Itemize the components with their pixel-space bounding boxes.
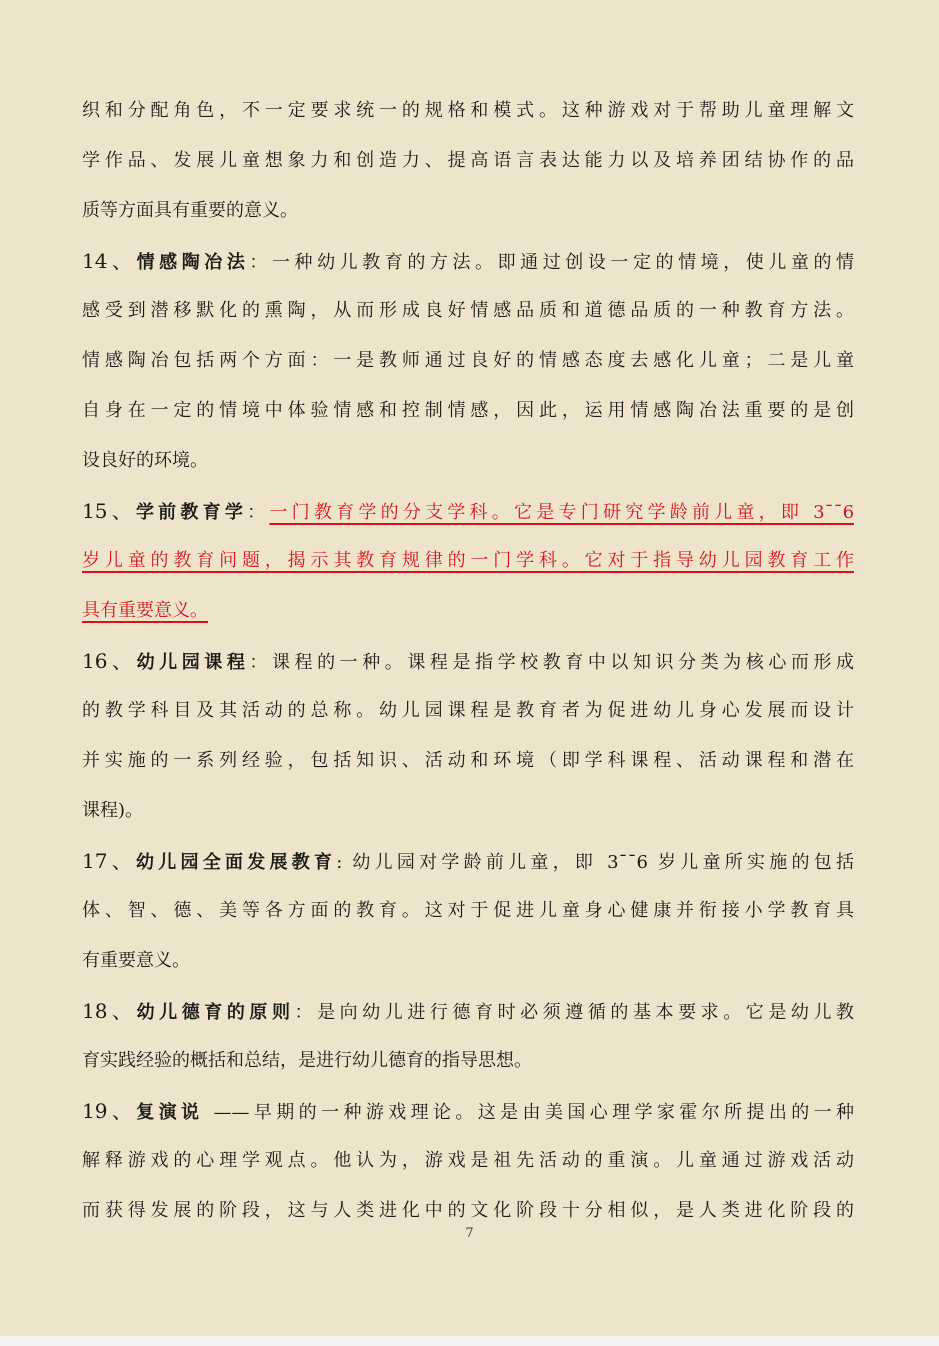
term-number: 14、 [82,249,137,273]
highlighted-text: 具有重要意义。 [82,600,208,621]
highlighted-text: 岁儿童的教育问题，揭示其教育规律的一门学科。它对于指导幼儿园教育工作 [82,550,854,571]
text-line: 育实践经验的概括和总结，是进行幼儿德育的指导思想。 [82,1050,532,1071]
text-line: 的教学科目及其活动的总称。幼儿园课程是教育者为促进幼儿身心发展而设计 [82,700,854,721]
term-number: 16、 [82,649,137,673]
term-18-heading-line [82,986,854,1036]
term-14-heading-line [82,236,854,286]
text-line: 学作品、发展儿童想象力和创造力、提高语言表达能力以及培养团结协作的品 [82,150,854,171]
text-line: 体、智、德、美等各方面的教育。这对于促进儿童身心健康并衔接小学教育具 [82,900,854,921]
term-name: 幼儿园课程 [136,652,250,673]
term-colon: ： [247,502,270,523]
text-line: 设良好的环境。 [82,450,208,471]
term-colon: ： [249,652,272,673]
text-line: 而获得发展的阶段，这与人类进化中的文化阶段十分相似，是人类进化阶段的 [82,1200,854,1221]
term-colon: ： [294,1002,318,1023]
page-content [82,86,854,1236]
term-definition: 一种幼儿教育的方法。即通过创设一定的情境，使儿童的情 [271,252,854,273]
text-line: 课程)。 [82,800,144,821]
highlighted-line [82,586,854,636]
term-19-heading-line [82,1086,854,1136]
highlighted-definition: 一门教育学的分支学科。它是专门研究学龄前儿童，即 3¯¯6 [269,502,854,523]
term-name: 复演说 [136,1102,204,1123]
term-definition: 是向幼儿进行德育时必须遵循的基本要求。它是幼儿教 [317,1002,854,1023]
term-16-heading-line [82,636,854,686]
term-15-heading-line [82,486,854,536]
text-line: 质等方面具有重要的意义。 [82,200,298,221]
term-name: 学前教育学 [135,502,248,523]
text-line: 情感陶冶包括两个方面：一是教师通过良好的情感态度去感化儿童；二是儿童 [82,350,854,371]
page-number: 7 [465,1226,474,1241]
term-17-heading-line [82,836,854,886]
term-colon: : [336,852,343,873]
term-number: 15、 [82,499,136,523]
text-line: 并实施的一系列经验，包括知识、活动和环境（即学科课程、活动课程和潜在 [82,750,854,771]
term-number: 19、 [82,1099,137,1123]
text-line: 自身在一定的情境中体验情感和控制情感，因此，运用情感陶冶法重要的是创 [82,400,854,421]
term-name: 幼儿德育的原则 [136,1002,295,1023]
text-line: 织和分配角色，不一定要求统一的规格和模式。这种游戏对于帮助儿童理解文 [82,100,854,121]
highlighted-line [82,536,854,586]
term-definition: 课程的一种。课程是指学校教育中以知识分类为核心而形成 [271,652,854,673]
term-number: 18、 [82,999,137,1023]
term-definition: ——早期的一种游戏理论。这是由美国心理学家霍尔所提出的一种 [203,1102,854,1123]
text-line: 解释游戏的心理学观点。他认为，游戏是祖先活动的重演。儿童通过游戏活动 [82,1150,854,1171]
term-name: 情感陶冶法 [136,252,250,273]
viewer-bottom-strip [0,1336,939,1346]
text-line: 感受到潜移默化的熏陶，从而形成良好情感品质和道德品质的一种教育方法。 [82,300,854,321]
term-name: 幼儿园全面发展教育 [135,852,337,873]
term-colon: ： [249,252,272,273]
term-number: 17、 [82,849,136,873]
text-line: 有重要意义。 [82,950,190,971]
term-definition: 幼儿园对学龄前儿童，即 3¯¯6 岁儿童所实施的包括 [342,852,854,873]
